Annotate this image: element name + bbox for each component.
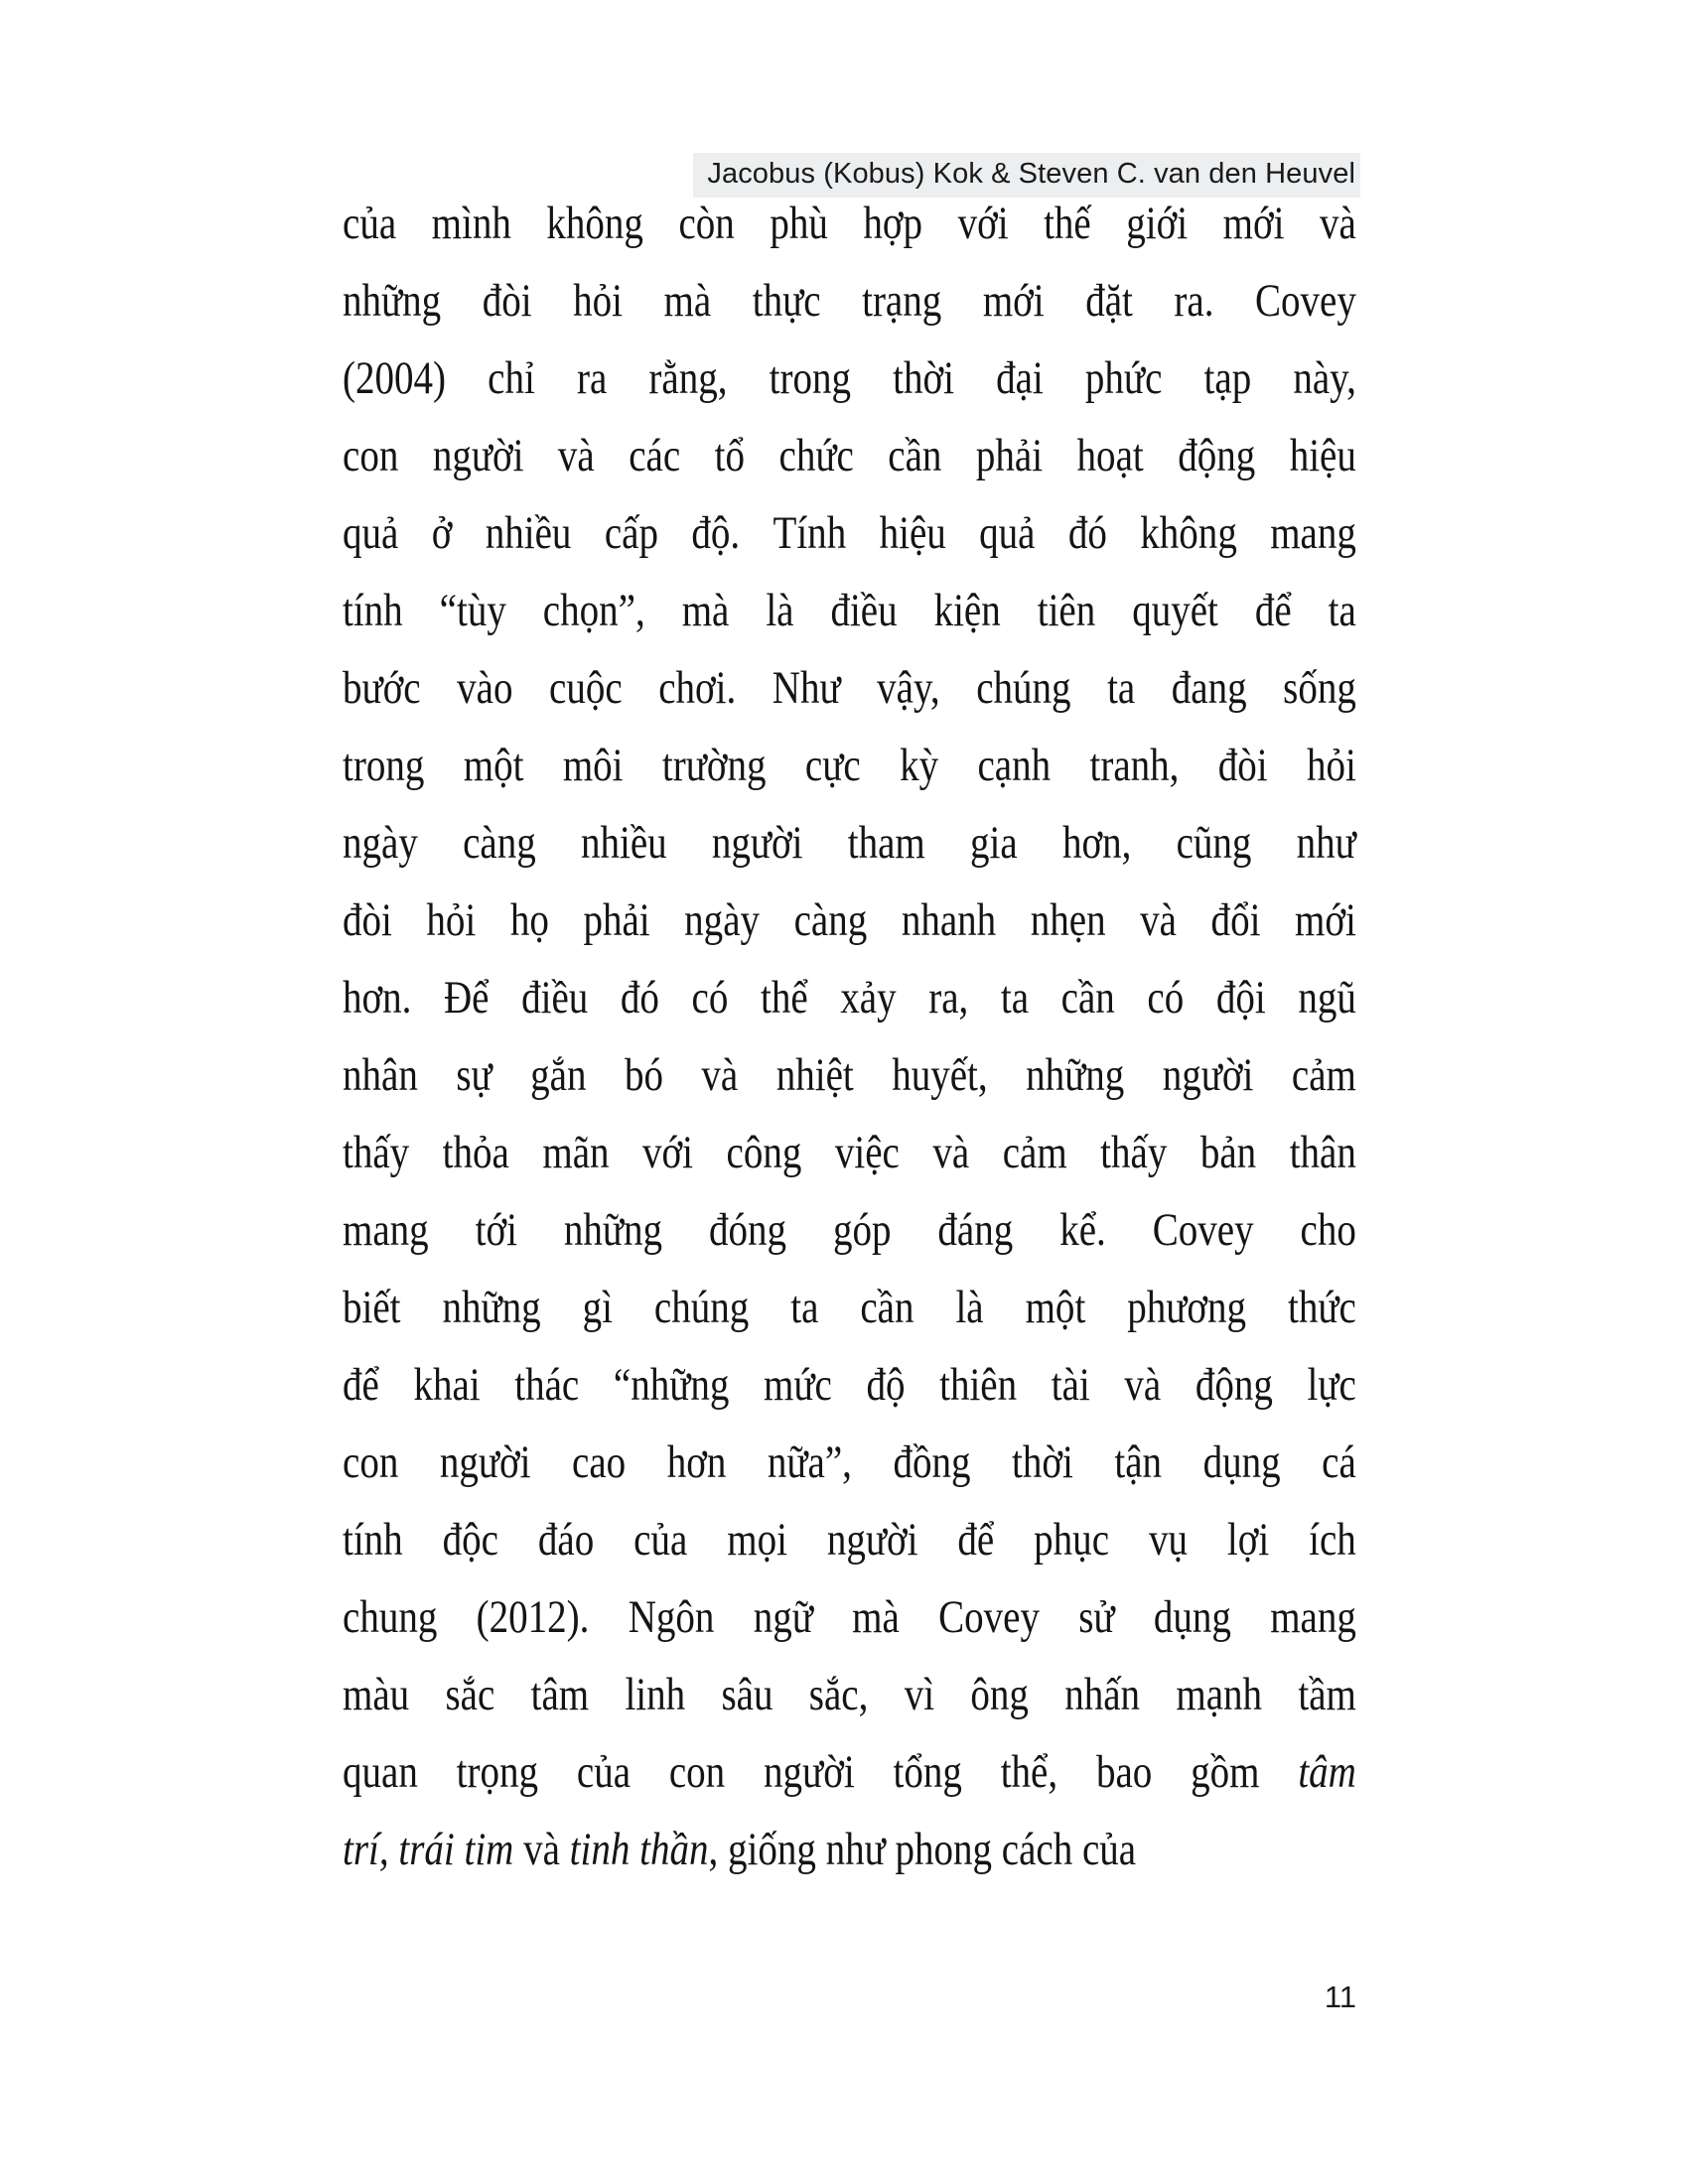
line-word: cần (860, 1282, 914, 1333)
line-word: đặt (1085, 275, 1133, 327)
line-word: nhiệt (775, 1049, 854, 1101)
line-word: thời (893, 352, 954, 404)
line-word: hiệu (879, 507, 946, 559)
line-word: đó (620, 972, 659, 1024)
line-word: xảy (840, 972, 897, 1024)
line-word: tổ (714, 430, 746, 481)
line-word: ta (1000, 972, 1030, 1024)
line-word: phải (975, 430, 1044, 481)
line-word: bao (1095, 1746, 1153, 1798)
line-word: biết (343, 1282, 401, 1333)
line-word: gì (582, 1282, 613, 1333)
line-word: Covey (1152, 1204, 1254, 1256)
line-word: Như (772, 662, 841, 714)
line-word: ông (970, 1669, 1029, 1720)
line-word: chơi. (658, 662, 737, 714)
line-word: nữa”, (767, 1436, 852, 1488)
line-word: chung (343, 1591, 438, 1643)
text-line (343, 1424, 1356, 1501)
line-word: một (1025, 1282, 1086, 1333)
text-line (343, 1269, 1356, 1346)
line-word: ích (1309, 1514, 1356, 1566)
text-line (343, 1656, 1356, 1733)
line-word: hợp (863, 198, 923, 249)
line-word: phức (1084, 352, 1163, 404)
text-line (343, 804, 1356, 882)
line-word: hơn. (343, 972, 412, 1024)
text-line (343, 649, 1356, 727)
line-word: tài (1051, 1359, 1090, 1411)
text-line (343, 1191, 1356, 1269)
line-word: người (432, 430, 524, 481)
line-word: vào (457, 662, 513, 714)
line-word: tính (343, 585, 403, 636)
line-word: dụng (1202, 1436, 1281, 1488)
line-word: mới (1294, 894, 1356, 946)
line-word: đáng (937, 1204, 1014, 1256)
line-word: thế (1044, 198, 1091, 249)
roman-connector-2 (560, 1824, 570, 1875)
line-word: và (1140, 894, 1177, 946)
italic-term-tri-trai-tim: trí, trái tim (343, 1824, 514, 1875)
line-word: Covey (1255, 275, 1356, 327)
line-word: đang (1171, 662, 1247, 714)
line-word: thời (1012, 1436, 1073, 1488)
text-line (343, 1114, 1356, 1191)
line-word: tổng (893, 1746, 962, 1798)
line-word: Ngôn (628, 1591, 715, 1643)
line-word: kiện (933, 585, 1001, 636)
body-text-block (343, 185, 1356, 1888)
line-word: để (343, 1359, 379, 1411)
line-word: cho (1300, 1204, 1356, 1256)
line-word: cuộc (549, 662, 623, 714)
line-word: người (764, 1746, 855, 1798)
line-word: gồm (1191, 1746, 1260, 1798)
line-word: kể. (1059, 1204, 1106, 1256)
line-word: chọn”, (542, 585, 645, 636)
line-word: cảm (1291, 1049, 1356, 1101)
line-word: ở (431, 507, 453, 559)
line-word: ngũ (1298, 972, 1356, 1024)
text-line (343, 185, 1356, 262)
line-word: bước (343, 662, 421, 714)
line-word: trường (661, 740, 767, 791)
line-word: những (1026, 1049, 1125, 1101)
line-word: cá (1322, 1436, 1356, 1488)
line-word: “những (613, 1359, 730, 1411)
roman-tail: , giống như phong cách của (708, 1824, 1137, 1875)
line-word: điều (830, 585, 898, 636)
line-word: thể (760, 972, 808, 1024)
line-word: mới (982, 275, 1045, 327)
line-word: đó (1067, 507, 1107, 559)
line-word: còn (678, 198, 735, 249)
text-line (343, 572, 1356, 649)
line-word: sâu (721, 1669, 774, 1720)
line-word: khai (413, 1359, 481, 1411)
line-word: lực (1307, 1359, 1356, 1411)
line-word: tới (475, 1204, 517, 1256)
line-word: cảm (1002, 1127, 1067, 1178)
line-word: mà (852, 1591, 900, 1643)
line-word: của (343, 198, 397, 249)
line-word: bó (624, 1049, 663, 1101)
line-word: quả (979, 507, 1036, 559)
line-word: ngày (343, 817, 418, 869)
line-word: phải (583, 894, 650, 946)
line-word: mãn (542, 1127, 610, 1178)
line-word: mang (343, 1204, 429, 1256)
line-word: nhân (343, 1049, 418, 1101)
line-word: sống (1283, 662, 1356, 714)
line-word: mới (1222, 198, 1285, 249)
line-word: độc (442, 1514, 498, 1566)
line-word: quyết (1132, 585, 1218, 636)
line-word: ngày (684, 894, 761, 946)
line-word: việc (834, 1127, 900, 1178)
line-word: đồng (893, 1436, 971, 1488)
line-word: người (439, 1436, 531, 1488)
line-word: chức (778, 430, 854, 481)
line-word: động (1195, 1359, 1273, 1411)
line-word: của (576, 1746, 632, 1798)
line-word: đội (1215, 972, 1266, 1024)
text-line (343, 340, 1356, 417)
line-word: thể, (1000, 1746, 1058, 1798)
line-word: thấy (343, 1127, 410, 1178)
line-word: mạnh (1176, 1669, 1263, 1720)
line-word: gắn (530, 1049, 587, 1101)
line-word: thác (514, 1359, 580, 1411)
italic-term-tinh-than: tinh thần (569, 1824, 709, 1875)
line-word: đáo (537, 1514, 595, 1566)
line-word: vì (904, 1669, 935, 1720)
line-word: hoạt (1076, 430, 1144, 481)
line-word: người (826, 1514, 918, 1566)
line-word: chỉ (488, 352, 535, 404)
line-word: đại (996, 352, 1044, 404)
line-word: huyết, (892, 1049, 988, 1101)
line-word: này, (1293, 352, 1356, 404)
line-word: chúng (653, 1282, 750, 1333)
line-word: tạp (1203, 352, 1252, 404)
line-word: tham (847, 817, 925, 869)
line-word: thân (1289, 1127, 1356, 1178)
line-word: và (1124, 1359, 1162, 1411)
line-word: không (546, 198, 643, 249)
line-word: cũng (1176, 817, 1252, 869)
text-line (343, 262, 1356, 340)
text-line-emphasis-last (343, 1811, 1356, 1888)
line-word: độ (866, 1359, 906, 1411)
line-word: tầm (1298, 1669, 1356, 1720)
line-word: rằng, (648, 352, 728, 404)
line-word: đóng (708, 1204, 787, 1256)
line-word: phù (770, 198, 828, 249)
line-word: tiên (1037, 585, 1096, 636)
line-word: gia (970, 817, 1018, 869)
line-word: độ. (691, 507, 741, 559)
line-word: ta (1328, 585, 1356, 636)
line-word: có (1147, 972, 1185, 1024)
line-word: phương (1127, 1282, 1247, 1333)
line-word: ra (576, 352, 608, 404)
line-word: cần (1060, 972, 1115, 1024)
line-word: hơn (666, 1436, 727, 1488)
line-word: thiên (939, 1359, 1018, 1411)
text-line (343, 727, 1356, 804)
line-word: như (1296, 817, 1356, 869)
line-word: và (1319, 198, 1356, 249)
line-word: cấp (604, 507, 658, 559)
line-word: ngữ (753, 1591, 813, 1643)
text-line (343, 882, 1356, 959)
line-word: bản (1199, 1127, 1257, 1178)
line-word: con (343, 430, 399, 481)
line-word: với (642, 1127, 694, 1178)
line-word: càng (793, 894, 868, 946)
line-word: quan (343, 1746, 418, 1798)
line-word: trong (343, 740, 425, 791)
line-word: dụng (1153, 1591, 1231, 1643)
line-word: và (701, 1049, 739, 1101)
roman-connector (513, 1824, 523, 1875)
line-word: chúng (976, 662, 1071, 714)
line-word: mang (1270, 507, 1356, 559)
line-word: cần (888, 430, 942, 481)
line-word: hỏi (573, 275, 623, 327)
text-line (343, 1346, 1356, 1424)
line-word: vụ (1148, 1514, 1188, 1566)
running-header-text: Jacobus (Kobus) Kok & Steven C. van den Heuvel (707, 157, 1355, 190)
line-word: “tùy (439, 585, 506, 636)
line-word: vậy, (877, 662, 940, 714)
line-word: sắc, (808, 1669, 869, 1720)
line-word: và (557, 430, 595, 481)
line-word: nhiều (580, 817, 667, 869)
line-word: không (1140, 507, 1237, 559)
line-word: hơn, (1061, 817, 1132, 869)
line-word: Để (444, 972, 490, 1024)
line-word: động (1178, 430, 1256, 481)
line-word: những (343, 275, 442, 327)
line-word: (2004) (343, 352, 447, 404)
text-line (343, 494, 1356, 572)
line-word: kỳ (900, 740, 939, 791)
line-word: điều (521, 972, 589, 1024)
line-word: và (932, 1127, 970, 1178)
line-word: mọi (727, 1514, 787, 1566)
line-word: đổi (1210, 894, 1261, 946)
line-word: đòi (482, 275, 532, 327)
text-line (343, 417, 1356, 494)
line-word: lợi (1226, 1514, 1270, 1566)
line-word: nhẹn (1030, 894, 1106, 946)
line-word: hiệu (1289, 430, 1356, 481)
line-word: tận (1114, 1436, 1163, 1488)
line-word: càng (463, 817, 536, 869)
line-word: hỏi (426, 894, 477, 946)
line-word: để (957, 1514, 995, 1566)
line-word: ra, (928, 972, 969, 1024)
line-word: cao (572, 1436, 627, 1488)
line-word: cực (804, 740, 861, 791)
line-word: tính (343, 1514, 403, 1566)
line-word: có (691, 972, 729, 1024)
text-line (343, 1036, 1356, 1114)
line-word: màu (343, 1669, 410, 1720)
line-word: thấy (1100, 1127, 1168, 1178)
text-line-emphasis (343, 1733, 1356, 1811)
line-word: con (343, 1436, 399, 1488)
line-word: để (1254, 585, 1292, 636)
line-word: đòi (1217, 740, 1268, 791)
line-word: công (726, 1127, 802, 1178)
line-word: họ (509, 894, 549, 946)
line-word: những (563, 1204, 663, 1256)
line-word: thỏa (442, 1127, 509, 1178)
line-word: mình (431, 198, 511, 249)
line-word: mà (681, 585, 730, 636)
line-word: là (766, 585, 794, 636)
line-word: (2012). (476, 1591, 590, 1643)
line-word: sự (456, 1049, 492, 1101)
line-word: ra. (1174, 275, 1214, 327)
line-word: sử (1078, 1591, 1115, 1643)
line-word: mức (764, 1359, 832, 1411)
line-word: những (442, 1282, 541, 1333)
line-word: trạng (862, 275, 942, 327)
text-line (343, 1501, 1356, 1578)
line-word: với (957, 198, 1009, 249)
line-word: cạnh (977, 740, 1052, 791)
line-word: đòi (343, 894, 392, 946)
line-word: giới (1126, 198, 1189, 249)
line-word: góp (832, 1204, 892, 1256)
line-word: các (629, 430, 681, 481)
line-word: là (955, 1282, 984, 1333)
line-word: một (463, 740, 524, 791)
line-word: người (711, 817, 803, 869)
line-word: nhấn (1064, 1669, 1141, 1720)
line-word: trọng (456, 1746, 539, 1798)
line-word: trong (769, 352, 851, 404)
line-word: của (633, 1514, 688, 1566)
line-word: nhanh (901, 894, 997, 946)
line-word: thực (752, 275, 821, 327)
line-word: người (1162, 1049, 1254, 1101)
line-word: ta (790, 1282, 819, 1333)
text-line (343, 959, 1356, 1036)
line-word: sắc (445, 1669, 495, 1720)
line-word: Covey (938, 1591, 1040, 1643)
line-word: tâm (1298, 1746, 1356, 1798)
line-word: hỏi (1307, 740, 1356, 791)
roman-word-va: và (523, 1824, 560, 1875)
page-number: 11 (1324, 1979, 1356, 2014)
line-word: Tính (773, 507, 847, 559)
line-word: thức (1288, 1282, 1356, 1333)
line-word: quả (343, 507, 399, 559)
line-word: mang (1270, 1591, 1356, 1643)
line-word: ta (1107, 662, 1136, 714)
line-word: mà (663, 275, 712, 327)
line-word: môi (562, 740, 624, 791)
line-word: tâm (530, 1669, 590, 1720)
line-word: linh (625, 1669, 686, 1720)
line-word: con (668, 1746, 726, 1798)
text-line (343, 1578, 1356, 1656)
line-word: tranh, (1089, 740, 1180, 791)
line-word: phục (1034, 1514, 1110, 1566)
line-word: nhiều (485, 507, 572, 559)
